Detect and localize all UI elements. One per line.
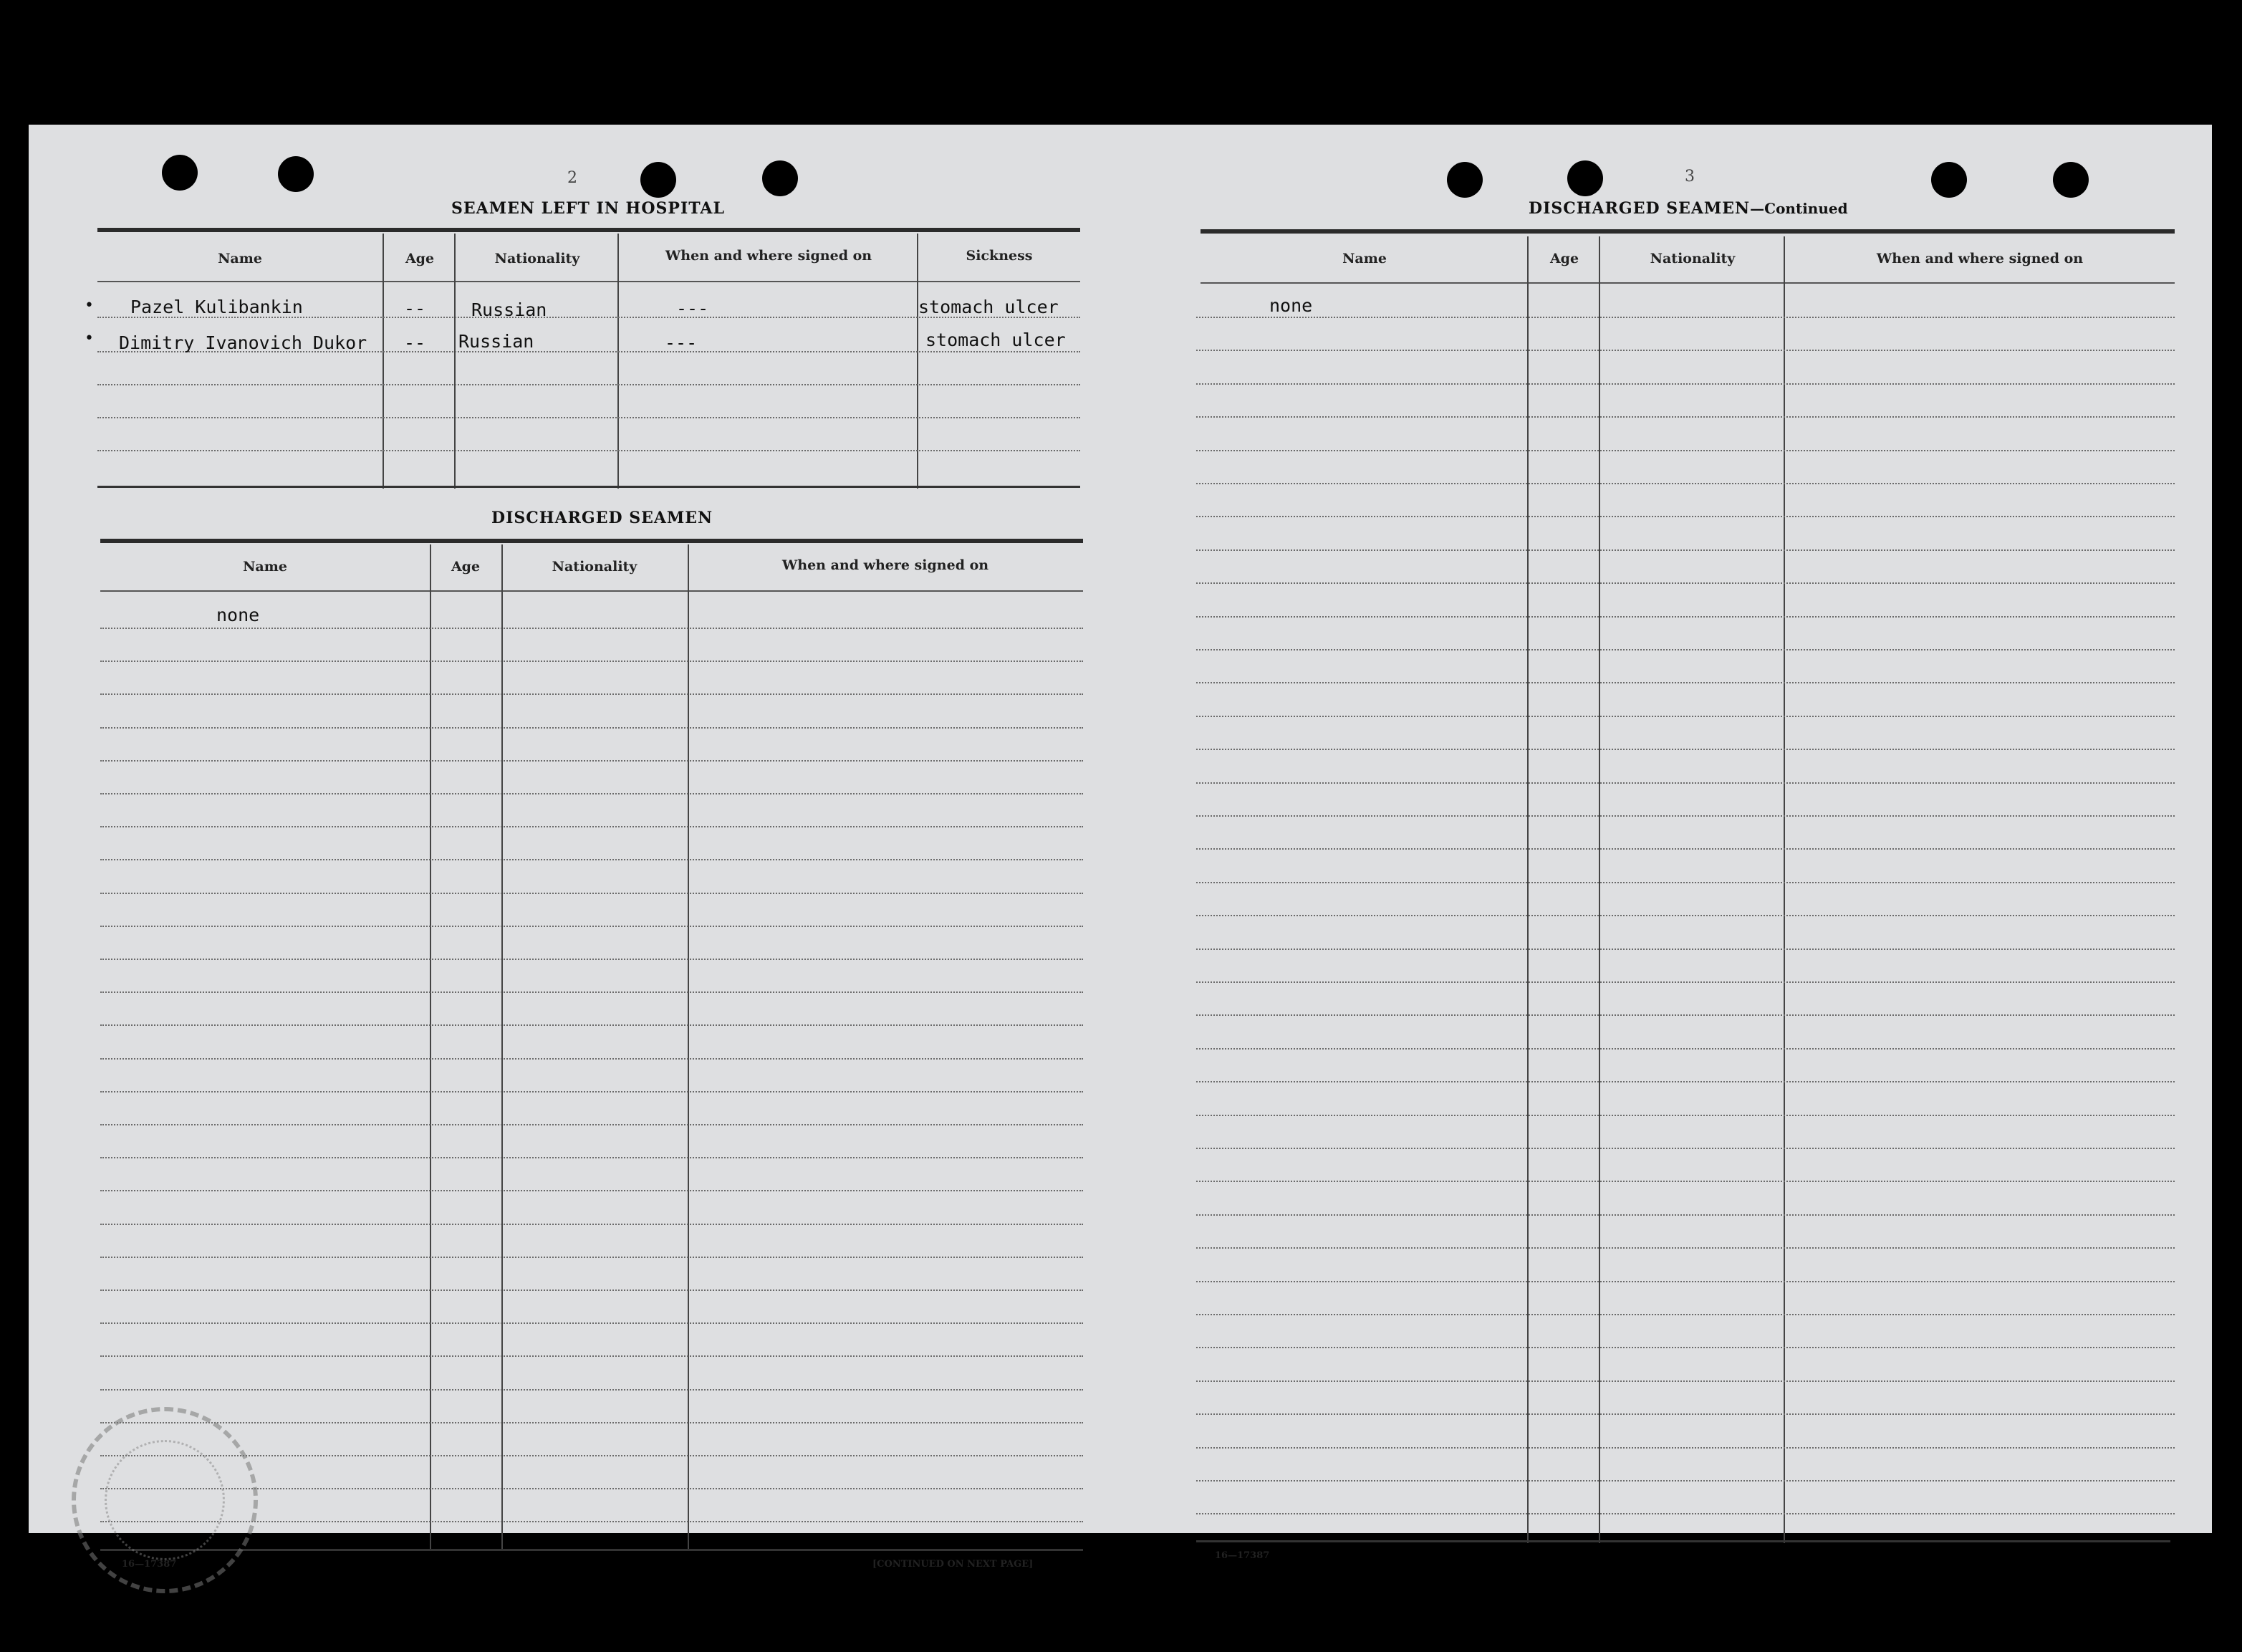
row-rule (1196, 649, 2175, 650)
row-rule (1196, 383, 2175, 385)
stamp-inner-ring (105, 1440, 225, 1560)
discharged-title-text: DISCHARGED SEAMEN (1529, 199, 1751, 218)
row-rule (1196, 981, 2175, 983)
row-rule (1196, 416, 2175, 418)
row-rule (97, 417, 1080, 418)
document-sheet (29, 125, 2212, 1570)
row-rule (1196, 1247, 2175, 1249)
seaman-age: -- (404, 298, 426, 319)
row-rule (100, 1190, 1083, 1191)
header-rule (1201, 282, 2175, 284)
row-rule (1196, 450, 2175, 451)
row-rule (100, 793, 1083, 794)
form-number-left: 16—17387 (122, 1559, 177, 1570)
row-rule (1196, 317, 2175, 318)
punch-hole (1567, 160, 1603, 196)
header-rule (97, 281, 1080, 282)
row-rule (1196, 1181, 2175, 1182)
row-rule (100, 1455, 1083, 1456)
row-rule (1196, 1513, 2175, 1514)
row-rule (1196, 616, 2175, 618)
row-rule (100, 859, 1083, 860)
row-rule (100, 1290, 1083, 1291)
punch-hole (762, 160, 798, 196)
punch-hole (1931, 162, 1967, 198)
row-rule (100, 1389, 1083, 1391)
header-rule (100, 590, 1083, 592)
row-rule (100, 727, 1083, 729)
row-rule (100, 826, 1083, 827)
row-rule (100, 1058, 1083, 1060)
seaman-sickness: stomach ulcer (925, 330, 1066, 350)
seaman-age: -- (404, 332, 426, 353)
row-rule (97, 384, 1080, 385)
row-rule (100, 991, 1083, 993)
row-rule (1196, 1281, 2175, 1282)
row-rule (100, 1091, 1083, 1092)
page-number-left: 2 (567, 169, 577, 187)
table-bottom-rule (97, 486, 1080, 488)
discharged-section-title: DISCHARGED SEAMEN (491, 509, 713, 527)
row-rule (1196, 582, 2175, 584)
row-rule (1196, 483, 2175, 484)
column-header-signed-on: When and where signed on (1876, 251, 2084, 266)
row-rule (1196, 1148, 2175, 1149)
row-rule (1196, 782, 2175, 784)
column-header-nationality: Nationality (552, 559, 638, 575)
form-number-right: 16—17387 (1215, 1550, 1270, 1561)
row-rule (1196, 716, 2175, 717)
seaman-name: Pazel Kulibankin (130, 297, 303, 317)
column-header-signed-on: When and where signed on (781, 557, 989, 573)
column-header-sickness: Sickness (966, 248, 1033, 264)
row-rule (1196, 549, 2175, 551)
row-rule (100, 1422, 1083, 1423)
row-rule (97, 450, 1080, 451)
row-rule (1196, 1214, 2175, 1216)
page-number-right: 3 (1685, 168, 1695, 186)
row-rule (1196, 1314, 2175, 1315)
table-top-rule (1201, 229, 2175, 234)
discharged-entry: none (216, 605, 260, 625)
row-rule (1196, 882, 2175, 883)
seaman-nationality: Russian (471, 299, 547, 320)
discharged-entry: none (1269, 295, 1313, 316)
circular-stamp (72, 1407, 258, 1593)
punch-hole (2053, 162, 2089, 198)
row-marker: • (85, 330, 94, 347)
punch-hole (1447, 162, 1483, 198)
row-rule (1196, 1014, 2175, 1016)
row-rule (100, 959, 1083, 960)
column-divider (501, 544, 503, 1550)
row-rule (1196, 1447, 2175, 1449)
row-rule (1196, 1048, 2175, 1050)
row-rule (100, 1157, 1083, 1158)
row-rule (1196, 1115, 2175, 1116)
row-rule (100, 1124, 1083, 1125)
row-rule (100, 760, 1083, 762)
row-rule (1196, 949, 2175, 950)
column-header-nationality: Nationality (494, 251, 580, 266)
row-rule (100, 893, 1083, 894)
row-rule (1196, 1413, 2175, 1415)
row-rule (1196, 1081, 2175, 1082)
table-bottom-rule (100, 1549, 1083, 1551)
seaman-sickness: stomach ulcer (918, 297, 1059, 317)
row-rule (1196, 848, 2175, 850)
row-rule (100, 1257, 1083, 1258)
column-header-signed-on: When and where signed on (665, 248, 872, 264)
column-header-name: Name (218, 251, 262, 266)
table-top-rule (100, 539, 1083, 543)
row-rule (1196, 1380, 2175, 1382)
row-rule (1196, 1347, 2175, 1348)
discharged-continued-title (1529, 199, 1848, 218)
continued-note: [CONTINUED ON NEXT PAGE] (872, 1559, 1034, 1570)
row-rule (100, 693, 1083, 695)
column-header-nationality: Nationality (1650, 251, 1736, 266)
seaman-nationality: Russian (458, 331, 534, 352)
table-top-rule (97, 228, 1080, 232)
column-header-name: Name (1342, 251, 1387, 266)
hospital-section-title: SEAMEN LEFT IN HOSPITAL (451, 199, 725, 218)
punch-hole (278, 156, 314, 192)
seaman-name: Dimitry Ivanovich Dukor (119, 332, 367, 353)
row-rule (1196, 915, 2175, 916)
continued-suffix: —Continued (1750, 200, 1848, 217)
column-header-age: Age (451, 559, 481, 575)
row-rule (100, 628, 1083, 629)
row-rule (1196, 1480, 2175, 1481)
row-rule (1196, 350, 2175, 351)
row-rule (100, 926, 1083, 927)
row-rule (1196, 682, 2175, 683)
row-rule (1196, 516, 2175, 517)
row-rule (100, 1322, 1083, 1324)
column-header-age: Age (1549, 251, 1579, 266)
column-header-name: Name (243, 559, 287, 575)
row-rule (1196, 749, 2175, 750)
row-rule (1196, 815, 2175, 817)
row-rule (100, 1224, 1083, 1225)
column-divider (688, 544, 689, 1550)
punch-hole (162, 155, 198, 191)
row-rule (100, 1024, 1083, 1026)
table-bottom-rule (1196, 1540, 2170, 1542)
seaman-signed-on: --- (665, 332, 698, 353)
column-header-age: Age (405, 251, 435, 266)
seaman-signed-on: --- (676, 298, 709, 319)
row-marker: • (85, 297, 94, 314)
row-rule (100, 1355, 1083, 1357)
column-divider (430, 544, 431, 1550)
row-rule (100, 661, 1083, 662)
punch-hole (640, 162, 676, 198)
